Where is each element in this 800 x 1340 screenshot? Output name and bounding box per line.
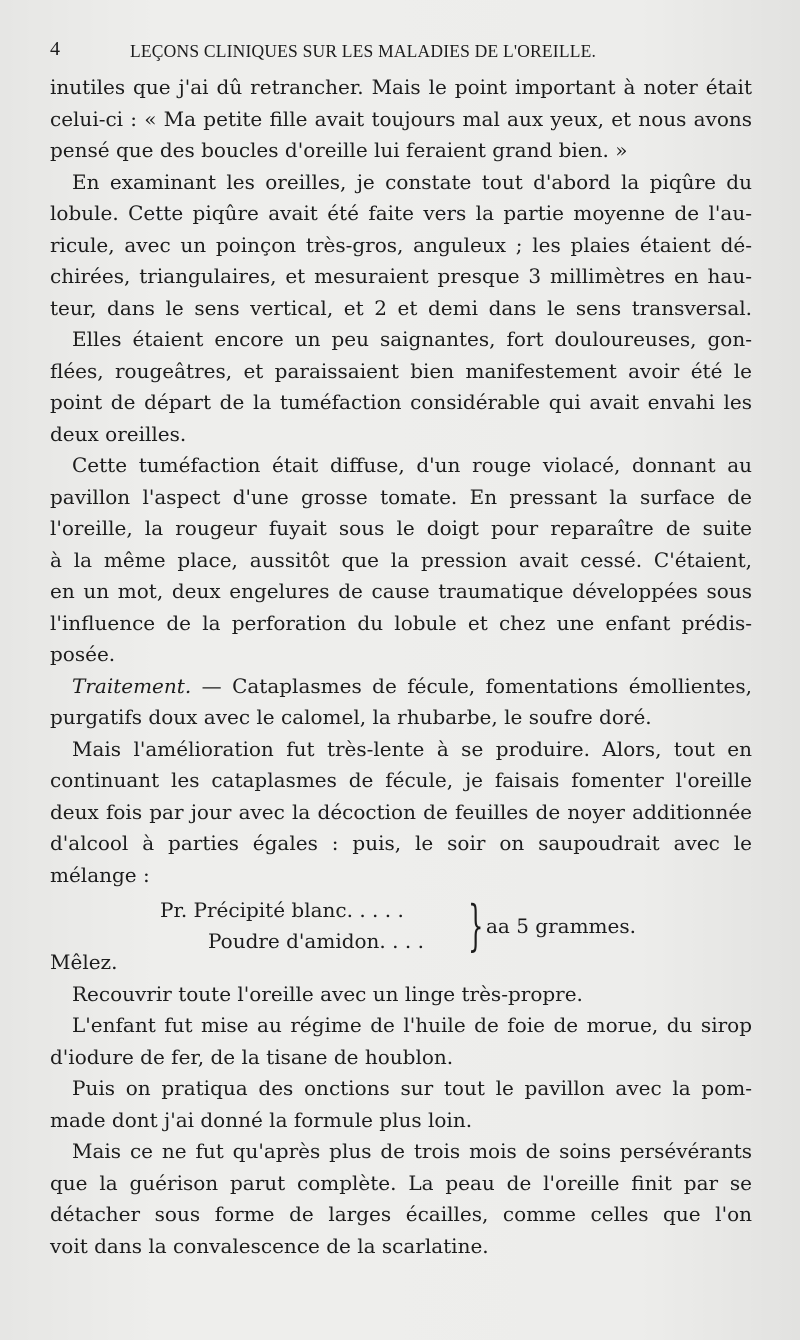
text-line: inutiles que j'ai dû retrancher. Mais le point important à noter était	[50, 75, 752, 99]
text-line: Mais ce ne fut qu'après plus de trois mois de soins persévérants	[72, 1139, 752, 1163]
paragraph-5	[50, 671, 752, 734]
text-line: posée.	[50, 642, 116, 666]
prescription-line-1: Pr. Précipité blanc. . . . .	[160, 898, 404, 922]
text-line: purgatifs doux avec le calomel, la rhubarbe, le soufre doré.	[50, 705, 652, 729]
text-line: deux fois par jour avec la décoction de feuilles de noyer additionnée	[50, 799, 752, 824]
paragraph-2	[50, 167, 752, 325]
text-line: lobule. Cette piqûre avait été faite vers la partie moyenne de l'au-	[50, 201, 752, 225]
paragraph-9	[50, 1073, 752, 1136]
text-line: Recouvrir toute l'oreille avec un linge très-propre.	[72, 981, 583, 1006]
text-line: à la même place, aussitôt que la pression avait cessé. C'étaient,	[50, 547, 752, 572]
text-line: que la guérison parut complète. La peau de l'oreille finit par se	[50, 1170, 752, 1195]
text-line: Mais l'amélioration fut très-lente à se produire. Alors, tout en	[72, 736, 752, 761]
text-line: continuant les cataplasmes de fécule, je faisais fomenter l'oreille	[50, 768, 752, 792]
text-line: l'influence de la perforation du lobule et chez une enfant prédis-	[50, 610, 752, 635]
text-fragment: — Cataplasmes de fécule, fomentations émollientes,	[191, 673, 752, 698]
treatment-label: Traitement.	[72, 673, 192, 698]
text-line: L'enfant fut mise au régime de l'huile de foie de morue, du sirop	[72, 1013, 752, 1037]
text-line: voit dans la convalescence de la scarlatine.	[50, 1233, 489, 1258]
prescription	[50, 895, 752, 957]
text-line: ricule, avec un poinçon très-gros, anguleux ; les plaies étaient dé-	[50, 232, 752, 257]
text-line: pavillon l'aspect d'une grosse tomate. En pressant la surface de	[50, 484, 752, 509]
text-line: détacher sous forme de larges écailles, comme celles que l'on	[50, 1202, 752, 1226]
brace: }	[468, 894, 484, 957]
paragraph-1	[50, 72, 752, 167]
paragraph-3	[50, 324, 752, 450]
text-line: teur, dans le sens vertical, et 2 et demi dans le sens transversal.	[50, 295, 752, 320]
text-line: Elles étaient encore un peu saignantes, fort douloureuses, gon-	[72, 327, 752, 351]
page-header	[50, 38, 750, 68]
prescription-line-2: Poudre d'amidon. . . .	[208, 929, 424, 953]
text-line	[50, 671, 752, 703]
text-line: Mêlez.	[50, 950, 118, 974]
text-line: pensé que des boucles d'oreille lui feraient grand bien. »	[50, 138, 628, 162]
running-title: LEÇONS CLINIQUES SUR LES MALADIES DE L'OREILLE.	[130, 41, 597, 61]
text-line: point de départ de la tuméfaction considérable qui avait envahi les	[50, 390, 752, 414]
text-line: En examinant les oreilles, je constate tout d'abord la piqûre du	[72, 169, 752, 194]
text-line: celui-ci : « Ma petite fille avait toujours mal aux yeux, et nous avons	[50, 106, 752, 131]
paragraph-7	[50, 979, 752, 1011]
body-text	[50, 72, 752, 1262]
text-line: Puis on pratiqua des onctions sur tout le pavillon avec la pom-	[72, 1076, 752, 1100]
text-line: mélange :	[50, 862, 150, 887]
text-line: chirées, triangulaires, et mesuraient presque 3 millimètres en hau-	[50, 264, 752, 288]
text-line: l'oreille, la rougeur fuyait sous le doigt pour reparaître de suite	[50, 516, 752, 540]
paragraph-4	[50, 450, 752, 671]
text-line: Cette tuméfaction était diffuse, d'un rouge violacé, donnant au	[72, 453, 752, 477]
text-line: deux oreilles.	[50, 421, 187, 446]
prescription-dose: aa 5 grammes.	[486, 914, 636, 938]
paragraph-8	[50, 1010, 752, 1073]
page-number: 4	[50, 38, 60, 60]
paragraph-6	[50, 734, 752, 892]
paragraph-10	[50, 1136, 752, 1262]
text-line: d'alcool à parties égales : puis, le soir on saupoudrait avec le	[50, 831, 752, 855]
text-line: d'iodure de fer, de la tisane de houblon.	[50, 1044, 454, 1069]
text-line: en un mot, deux engelures de cause traumatique développées sous	[50, 579, 752, 603]
text-line: flées, rougeâtres, et paraissaient bien manifestement avoir été le	[50, 358, 752, 383]
text-line: made dont j'ai donné la formule plus loin.	[50, 1107, 473, 1132]
